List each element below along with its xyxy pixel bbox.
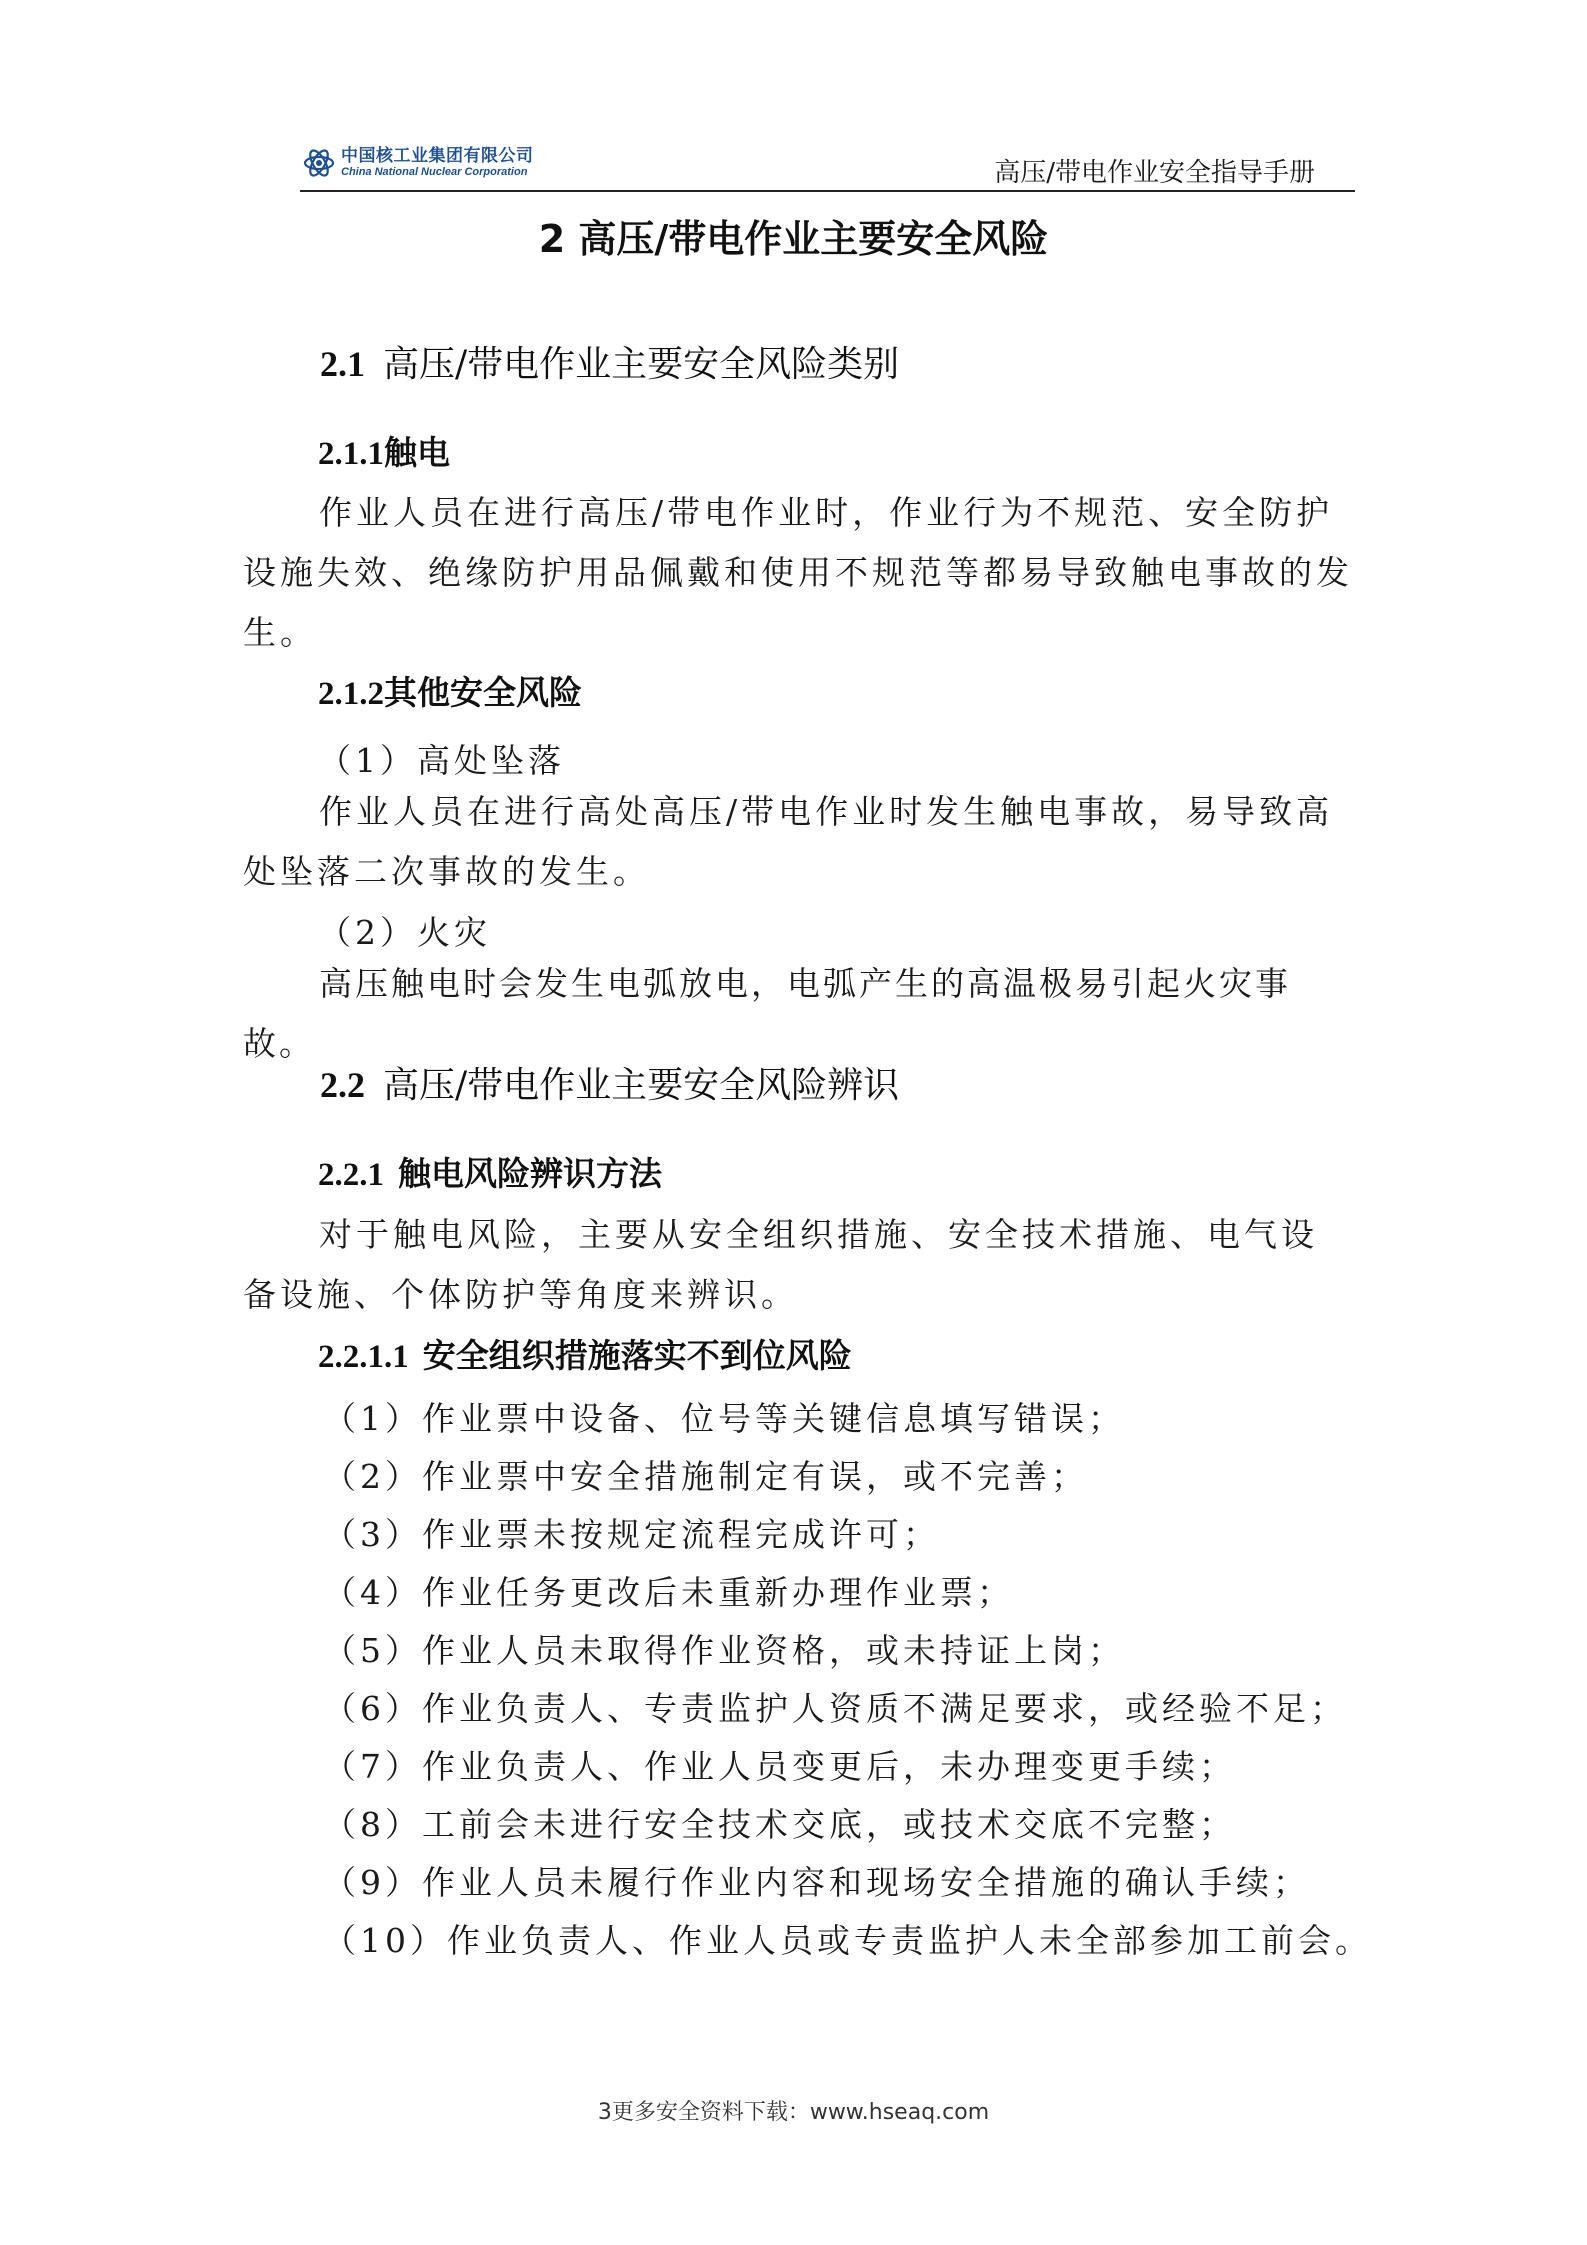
list-item: （9）作业人员未履行作业内容和现场安全措施的确认手续；	[323, 1863, 1310, 1902]
section-2-1-1-heading	[318, 427, 450, 474]
page-header	[300, 135, 1355, 192]
logo-chinese-name: 中国核工业集团有限公司	[341, 146, 534, 166]
list-item: （3）作业票未按规定流程完成许可；	[323, 1515, 940, 1554]
section-number: 2.2.1	[318, 1157, 384, 1193]
list-item: （10）作业负责人、作业人员或专责监护人未全部参加工前会。	[323, 1921, 1372, 1960]
paragraph-fall: 作业人员在进行高处高压/带电作业时发生触电事故，易导致高处坠落二次事故的发生。	[243, 792, 1334, 891]
section-2-1-heading	[320, 336, 899, 387]
section-title: 高压/带电作业主要安全风险辨识	[383, 1065, 900, 1106]
list-item-fall: （1）高处坠落	[318, 741, 565, 780]
header-manual-title: 高压/带电作业安全指导手册	[994, 158, 1315, 188]
list-item: （8）工前会未进行安全技术交底，或技术交底不完整；	[323, 1805, 1236, 1844]
section-number: 2.1	[320, 344, 365, 384]
section-title: 高压/带电作业主要安全风险类别	[383, 344, 900, 385]
section-title: 安全组织措施落实不到位风险	[422, 1336, 852, 1375]
section-title: 触电风险辨识方法	[398, 1154, 662, 1193]
section-2-2-1-1-heading	[318, 1330, 852, 1377]
list-item: （7）作业负责人、作业人员变更后，未办理变更手续；	[323, 1747, 1236, 1786]
company-logo	[303, 145, 534, 181]
chapter-title: 2 高压/带电作业主要安全风险	[538, 217, 1049, 261]
section-2-1-2-heading	[318, 667, 582, 714]
page-footer: 3更多安全资料下载：www.hseaq.com	[597, 2100, 990, 2125]
list-item: （6）作业负责人、专责监护人资质不满足要求，或经验不足；	[323, 1689, 1347, 1728]
list-item: （1）作业票中设备、位号等关键信息填写错误；	[323, 1399, 1125, 1438]
section-title: 其他安全风险	[384, 673, 582, 712]
section-number: 2.2	[320, 1065, 365, 1105]
cnnc-logo-icon	[303, 147, 335, 179]
section-title: 触电	[384, 433, 450, 472]
paragraph-identification-method: 对于触电风险，主要从安全组织措施、安全技术措施、电气设备设施、个体防护等角度来辨识。	[243, 1215, 1318, 1314]
section-number: 2.2.1.1	[318, 1339, 409, 1375]
paragraph-electric-shock: 作业人员在进行高压/带电作业时，作业行为不规范、安全防护设施失效、绝缘防护用品佩戴和使用不规范等都易导致触电事故的发生。	[243, 493, 1353, 652]
list-item-fire: （2）火灾	[318, 913, 491, 952]
list-item: （4）作业任务更改后未重新办理作业票；	[323, 1573, 1014, 1612]
section-2-2-heading	[320, 1057, 899, 1108]
section-number: 2.1.2	[318, 676, 384, 712]
list-item: （5）作业人员未取得作业资格，或未持证上岗；	[323, 1631, 1125, 1670]
logo-english-name: China National Nuclear Corporation	[341, 166, 528, 178]
list-item: （2）作业票中安全措施制定有误，或不完善；	[323, 1457, 1088, 1496]
section-number: 2.1.1	[318, 436, 384, 472]
paragraph-fire: 高压触电时会发生电弧放电，电弧产生的高温极易引起火灾事故。	[243, 964, 1291, 1063]
section-2-2-1-heading	[318, 1148, 662, 1195]
